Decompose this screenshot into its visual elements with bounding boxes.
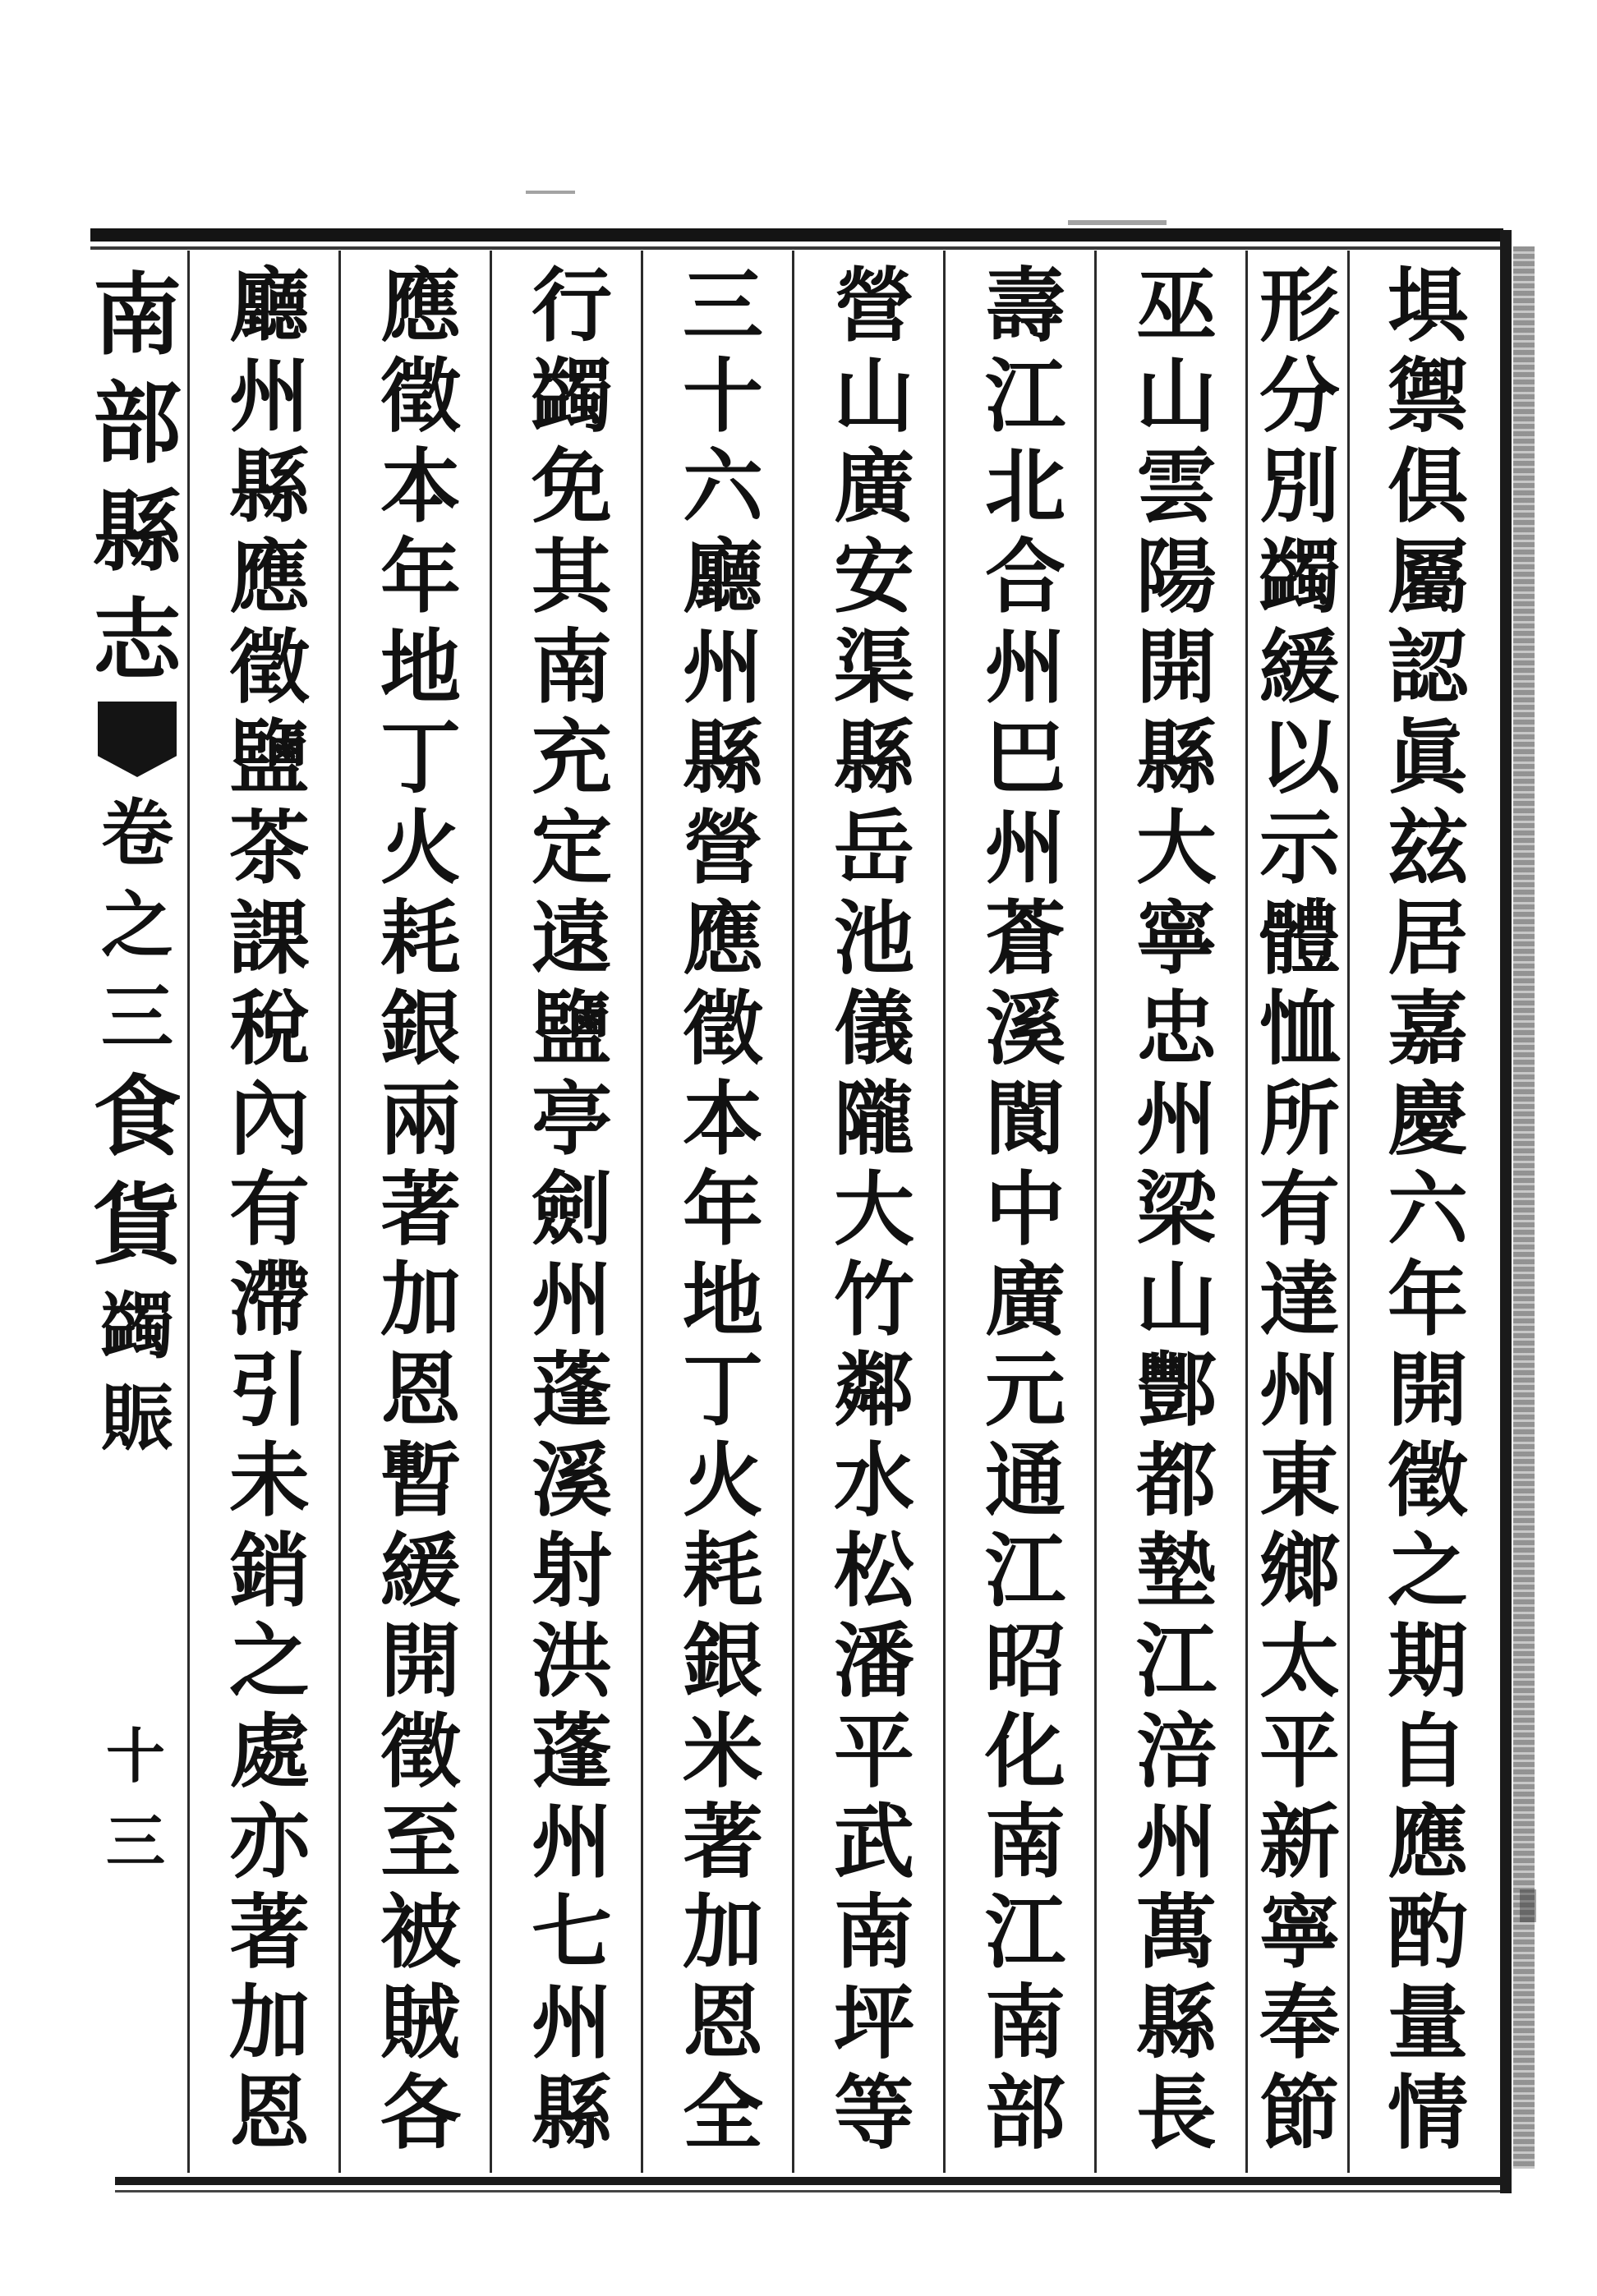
text-char: 至	[380, 1795, 461, 1889]
text-char: 耗	[380, 891, 461, 986]
text-char: 本	[682, 1072, 763, 1166]
text-char: 亦	[228, 1795, 310, 1889]
text-char: 暫	[380, 1433, 461, 1528]
text-char: 州	[984, 620, 1065, 715]
text-char: 射	[531, 1524, 612, 1618]
text-char: 渠	[833, 620, 914, 715]
text-char: 合	[984, 530, 1065, 624]
text-char: 廳	[228, 259, 310, 353]
text-char: 有	[228, 1162, 310, 1257]
text-char: 營	[833, 259, 914, 353]
text-char: 開	[1387, 1343, 1468, 1438]
text-char: 恤	[1259, 982, 1340, 1076]
text-char: 開	[1135, 620, 1217, 715]
text-char: 之	[1387, 1524, 1468, 1618]
text-char: 免	[531, 439, 612, 534]
text-char: 鹽	[531, 982, 612, 1076]
text-char: 溪	[984, 982, 1065, 1076]
text-char: 坪	[833, 1976, 914, 2070]
text-char: 內	[228, 1072, 310, 1166]
margin-volume-char: 之	[100, 882, 173, 968]
text-char: 節	[1259, 2066, 1340, 2160]
text-char: 應	[228, 530, 310, 624]
text-char: 銀	[380, 982, 461, 1076]
text-char: 三	[682, 259, 763, 353]
text-char: 江	[984, 1885, 1065, 1980]
text-char: 茶	[228, 801, 310, 895]
text-char: 米	[682, 1705, 763, 1799]
text-char: 全	[682, 2066, 763, 2160]
text-char: 情	[1387, 2066, 1468, 2160]
fish-tail-mark	[98, 702, 177, 777]
text-char: 涪	[1135, 1705, 1217, 1799]
text-column-3	[1102, 261, 1250, 2159]
text-char: 屬	[1387, 530, 1468, 624]
text-char: 徵	[228, 620, 310, 715]
text-char: 松	[833, 1524, 914, 1618]
text-char: 年	[380, 530, 461, 624]
text-char: 體	[1259, 891, 1340, 986]
text-char: 銀	[682, 1614, 763, 1709]
text-char: 山	[1135, 1253, 1217, 1347]
text-char: 廳	[682, 530, 763, 624]
text-char: 通	[984, 1433, 1065, 1528]
text-char: 蓬	[531, 1705, 612, 1799]
text-char: 地	[682, 1253, 763, 1347]
text-char: 期	[1387, 1614, 1468, 1709]
frame-bottom-border	[115, 2177, 1503, 2185]
text-char: 別	[1259, 439, 1340, 534]
frame-right-border	[1500, 230, 1512, 2193]
text-char: 嘉	[1387, 982, 1468, 1076]
margin-section-char: 食	[92, 1065, 182, 1169]
text-char: 武	[833, 1795, 914, 1889]
text-char: 鄉	[1259, 1524, 1340, 1618]
text-char: 加	[380, 1253, 461, 1347]
text-char: 縣	[228, 439, 310, 534]
text-char: 州	[984, 801, 1065, 895]
frame-right-edge-shading	[1513, 246, 1535, 2169]
text-char: 南	[531, 620, 612, 715]
text-char: 所	[1259, 1072, 1340, 1166]
column-rule	[1347, 251, 1350, 2173]
text-char: 東	[1259, 1433, 1340, 1528]
text-char: 徵	[380, 349, 461, 444]
text-char: 溪	[531, 1433, 612, 1528]
text-char: 丁	[682, 1343, 763, 1438]
margin-section-char: 貨	[92, 1174, 182, 1277]
text-char: 昭	[984, 1614, 1065, 1709]
text-char: 應	[682, 891, 763, 986]
column-rule	[187, 251, 190, 2173]
text-char: 禦	[1387, 349, 1468, 444]
text-char: 示	[1259, 801, 1340, 895]
text-char: 壽	[984, 259, 1065, 353]
text-char: 慶	[1387, 1072, 1468, 1166]
text-column-6	[649, 261, 797, 2159]
folio-number: 十三	[105, 1721, 168, 1876]
text-char: 忠	[1135, 982, 1217, 1076]
margin-title-char: 南	[92, 264, 182, 367]
text-char: 巴	[984, 711, 1065, 805]
text-char: 州	[1135, 1072, 1217, 1166]
text-char: 鄰	[833, 1343, 914, 1438]
frame-top-inner-border	[90, 246, 1503, 250]
text-char: 寧	[1259, 1885, 1340, 1980]
text-char: 縣	[531, 2066, 612, 2160]
margin-title-char: 縣	[92, 481, 182, 584]
text-char: 萬	[1135, 1885, 1217, 1980]
text-char: 形	[1259, 259, 1340, 353]
text-char: 七	[531, 1885, 612, 1980]
text-char: 州	[531, 1795, 612, 1889]
text-char: 酆	[1135, 1343, 1217, 1438]
text-char: 部	[984, 2066, 1065, 2160]
text-char: 課	[228, 891, 310, 986]
text-char: 行	[531, 259, 612, 353]
text-char: 著	[228, 1885, 310, 1980]
text-column-8	[347, 261, 495, 2159]
text-char: 縣	[1135, 1976, 1217, 2070]
text-char: 縣	[682, 711, 763, 805]
text-char: 處	[228, 1705, 310, 1799]
text-char: 州	[1135, 1795, 1217, 1889]
text-char: 分	[1259, 349, 1340, 444]
text-char: 都	[1135, 1433, 1217, 1528]
text-char: 恩	[682, 1976, 763, 2070]
text-char: 量	[1387, 1976, 1468, 2070]
text-char: 各	[380, 2066, 461, 2160]
text-char: 埧	[1387, 259, 1468, 353]
text-char: 亭	[531, 1072, 612, 1166]
text-char: 江	[984, 349, 1065, 444]
text-char: 閬	[984, 1072, 1065, 1166]
frame-bottom-inner-border	[115, 2190, 1503, 2192]
text-char: 緩	[1259, 620, 1340, 715]
text-char: 縣	[833, 711, 914, 805]
text-char: 加	[682, 1885, 763, 1980]
text-char: 州	[682, 620, 763, 715]
text-char: 賊	[380, 1976, 461, 2070]
text-char: 兩	[380, 1072, 461, 1166]
text-char: 長	[1135, 2066, 1217, 2160]
text-char: 墊	[1135, 1524, 1217, 1618]
ink-speck	[1520, 1889, 1536, 1922]
text-char: 酌	[1387, 1885, 1468, 1980]
text-char: 火	[380, 801, 461, 895]
text-char: 中	[984, 1162, 1065, 1257]
text-char: 俱	[1387, 439, 1468, 534]
text-char: 平	[1259, 1705, 1340, 1799]
text-char: 徵	[1387, 1433, 1468, 1528]
text-char: 滯	[228, 1253, 310, 1347]
text-char: 耗	[682, 1524, 763, 1618]
margin-title-char: 志	[92, 589, 182, 692]
text-char: 劍	[531, 1162, 612, 1257]
text-char: 著	[380, 1162, 461, 1257]
text-char: 寧	[1135, 891, 1217, 986]
text-char: 廣	[984, 1253, 1065, 1347]
text-char: 新	[1259, 1795, 1340, 1889]
text-char: 南	[984, 1795, 1065, 1889]
text-char: 恩	[380, 1343, 461, 1438]
text-column-9	[196, 261, 343, 2159]
text-char: 等	[833, 2066, 914, 2160]
text-char: 年	[1387, 1253, 1468, 1347]
text-char: 引	[228, 1343, 310, 1438]
text-char: 蒼	[984, 891, 1065, 986]
text-char: 丁	[380, 711, 461, 805]
text-char: 十	[682, 349, 763, 444]
text-char: 隴	[833, 1072, 914, 1166]
text-char: 恩	[228, 2066, 310, 2160]
text-column-7	[498, 261, 646, 2159]
text-char: 北	[984, 439, 1065, 534]
text-char: 鹽	[228, 711, 310, 805]
ink-speck	[526, 191, 575, 194]
text-char: 玆	[1387, 801, 1468, 895]
text-char: 蓬	[531, 1343, 612, 1438]
text-char: 其	[531, 530, 612, 624]
margin-volume-char: 三	[100, 974, 173, 1060]
text-char: 徵	[380, 1705, 461, 1799]
text-char: 池	[833, 891, 914, 986]
ink-speck	[1068, 220, 1167, 225]
text-char: 地	[380, 620, 461, 715]
text-char: 蠲	[1259, 530, 1340, 624]
text-char: 年	[682, 1162, 763, 1257]
text-char: 江	[984, 1524, 1065, 1618]
text-char: 南	[984, 1976, 1065, 2070]
text-char: 元	[984, 1343, 1065, 1438]
text-char: 大	[1135, 801, 1217, 895]
text-char: 達	[1259, 1253, 1340, 1347]
text-char: 山	[833, 349, 914, 444]
text-char: 安	[833, 530, 914, 624]
text-char: 本	[380, 439, 461, 534]
text-char: 南	[833, 1885, 914, 1980]
text-char: 遠	[531, 891, 612, 986]
text-char: 州	[531, 1253, 612, 1347]
text-char: 儀	[833, 982, 914, 1076]
text-column-4	[951, 261, 1099, 2159]
text-char: 廣	[833, 439, 914, 534]
text-column-1	[1355, 261, 1500, 2159]
text-char: 被	[380, 1885, 461, 1980]
text-char: 著	[682, 1795, 763, 1889]
text-char: 雲	[1135, 439, 1217, 534]
text-char: 居	[1387, 891, 1468, 986]
text-column-5	[800, 261, 948, 2159]
text-char: 山	[1135, 349, 1217, 444]
text-char: 眞	[1387, 711, 1468, 805]
text-char: 六	[682, 439, 763, 534]
text-char: 緩	[380, 1524, 461, 1618]
text-char: 火	[682, 1433, 763, 1528]
text-char: 州	[228, 349, 310, 444]
text-char: 六	[1387, 1162, 1468, 1257]
text-char: 銷	[228, 1524, 310, 1618]
text-char: 縣	[1135, 711, 1217, 805]
text-char: 竹	[833, 1253, 914, 1347]
text-char: 之	[228, 1614, 310, 1709]
text-char: 平	[833, 1705, 914, 1799]
text-char: 定	[531, 801, 612, 895]
text-char: 江	[1135, 1614, 1217, 1709]
text-char: 應	[380, 259, 461, 353]
text-char: 巫	[1135, 259, 1217, 353]
text-char: 未	[228, 1433, 310, 1528]
text-char: 太	[1259, 1614, 1340, 1709]
frame-top-border	[90, 228, 1503, 242]
text-char: 加	[228, 1976, 310, 2070]
text-char: 陽	[1135, 530, 1217, 624]
text-char: 營	[682, 801, 763, 895]
text-char: 化	[984, 1705, 1065, 1799]
text-char: 以	[1259, 711, 1340, 805]
text-char: 州	[1259, 1343, 1340, 1438]
text-char: 開	[380, 1614, 461, 1709]
text-char: 有	[1259, 1162, 1340, 1257]
text-char: 州	[531, 1976, 612, 2070]
text-char: 奉	[1259, 1976, 1340, 2070]
margin-subsection-char: 蠲	[100, 1283, 173, 1369]
text-char: 自	[1387, 1705, 1468, 1799]
text-char: 徵	[682, 982, 763, 1076]
margin-volume-char: 卷	[100, 790, 173, 876]
text-char: 大	[833, 1162, 914, 1257]
text-char: 應	[1387, 1795, 1468, 1889]
text-char: 潘	[833, 1614, 914, 1709]
text-char: 稅	[228, 982, 310, 1076]
text-char: 洪	[531, 1614, 612, 1709]
text-char: 水	[833, 1433, 914, 1528]
text-char: 岳	[833, 801, 914, 895]
text-char: 梁	[1135, 1162, 1217, 1257]
margin-column	[92, 261, 182, 1464]
text-char: 充	[531, 711, 612, 805]
text-char: 認	[1387, 620, 1468, 715]
margin-subsection-char: 賑	[100, 1375, 173, 1461]
text-char: 蠲	[531, 349, 612, 444]
text-column-2	[1254, 261, 1346, 2159]
margin-title-char: 部	[92, 372, 182, 476]
